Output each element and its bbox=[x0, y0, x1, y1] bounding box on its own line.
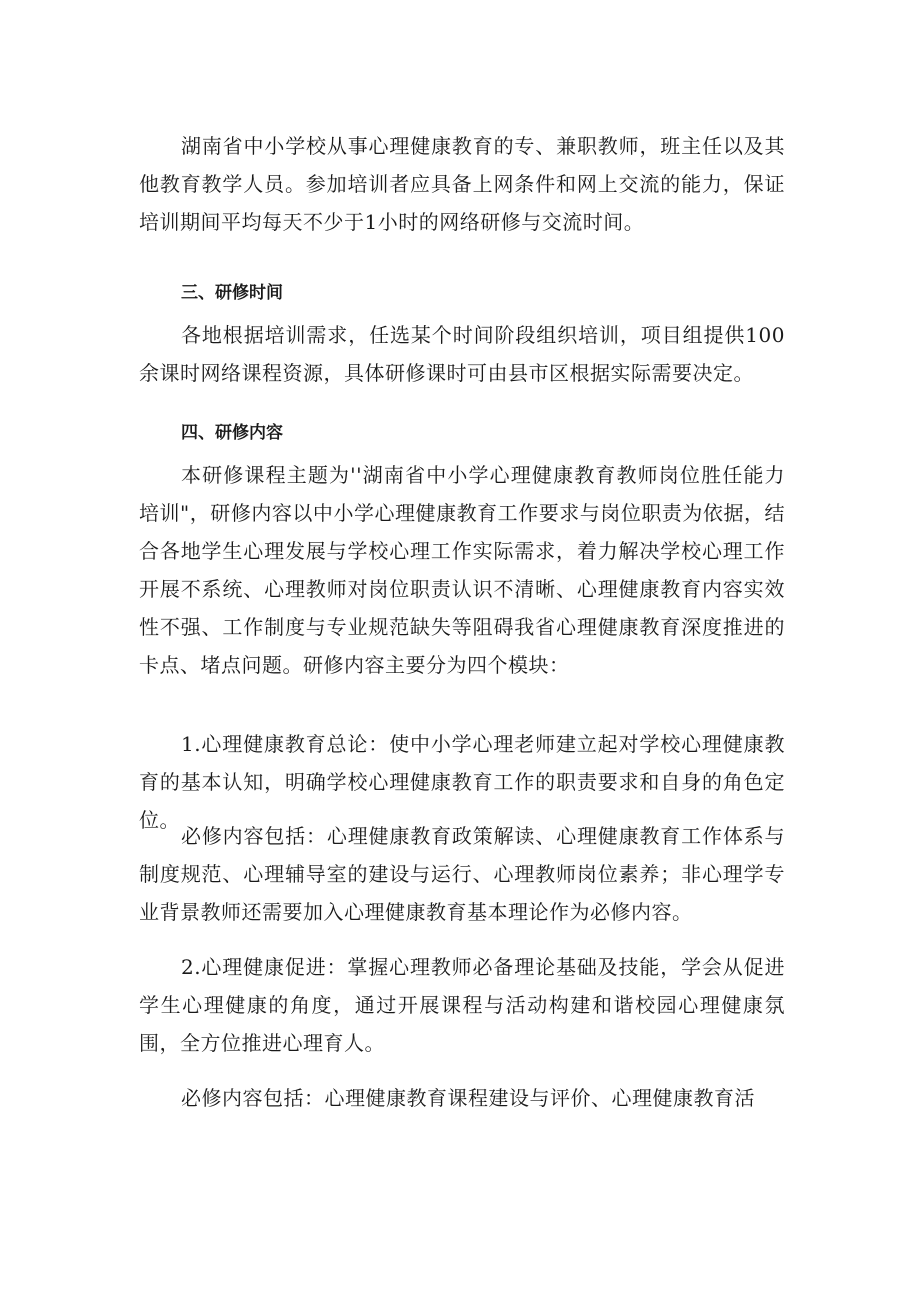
paragraph-participants: 湖南省中小学校从事心理健康教育的专、兼职教师，班主任以及其他教育教学人员。参加培训者应具备上网条件和网上交流的能力，保证培训期间平均每天不少于1小时的网络研修与交流时间。 bbox=[139, 134, 785, 234]
paragraph-study-time: 各地根据培训需求，任选某个时间阶段组织培训，项目组提供100余课时网络课程资源，具体研修课时可由县市区根据实际需要决定。 bbox=[139, 323, 785, 385]
paragraph-module-2-required: 必修内容包括：心理健康教育课程建设与评价、心理健康教育活 bbox=[181, 1086, 755, 1110]
paragraph-study-content-intro: 本研修课程主题为''湖南省中小学心理健康教育教师岗位胜任能力培训"，研修内容以中小学心理健康教育工作要求与岗位职责为依据，结合各地学生心理发展与学校心理工作实际需求，着力解决学校心理工作开展不系统、心理教师对岗位职责认识不清晰、心理健康教育内容实效性不强、工作制度与专业规范缺失等阻碍我省心理健康教育深度推进的卡点、堵点问题。研修内容主要分为四个模块： bbox=[139, 463, 785, 677]
section-heading-study-time: 三、研修时间 bbox=[181, 283, 283, 303]
paragraph-module-2: 2.心理健康促进：掌握心理教师必备理论基础及技能，学会从促进学生心理健康的角度，通过开展课程与活动构建和谐校园心理健康氛围，全方位推进心理育人。 bbox=[139, 955, 785, 1055]
paragraph-module-1: 1.心理健康教育总论：使中小学心理老师建立起对学校心理健康教育的基本认知，明确学校心理健康教育工作的职责要求和自身的角色定位。 bbox=[139, 732, 785, 832]
paragraph-module-1-required: 必修内容包括：心理健康教育政策解读、心理健康教育工作体系与制度规范、心理辅导室的建设与运行、心理教师岗位素养；非心理学专业背景教师还需要加入心理健康教育基本理论作为必修内容。 bbox=[139, 824, 785, 924]
section-heading-study-content: 四、研修内容 bbox=[181, 423, 283, 443]
